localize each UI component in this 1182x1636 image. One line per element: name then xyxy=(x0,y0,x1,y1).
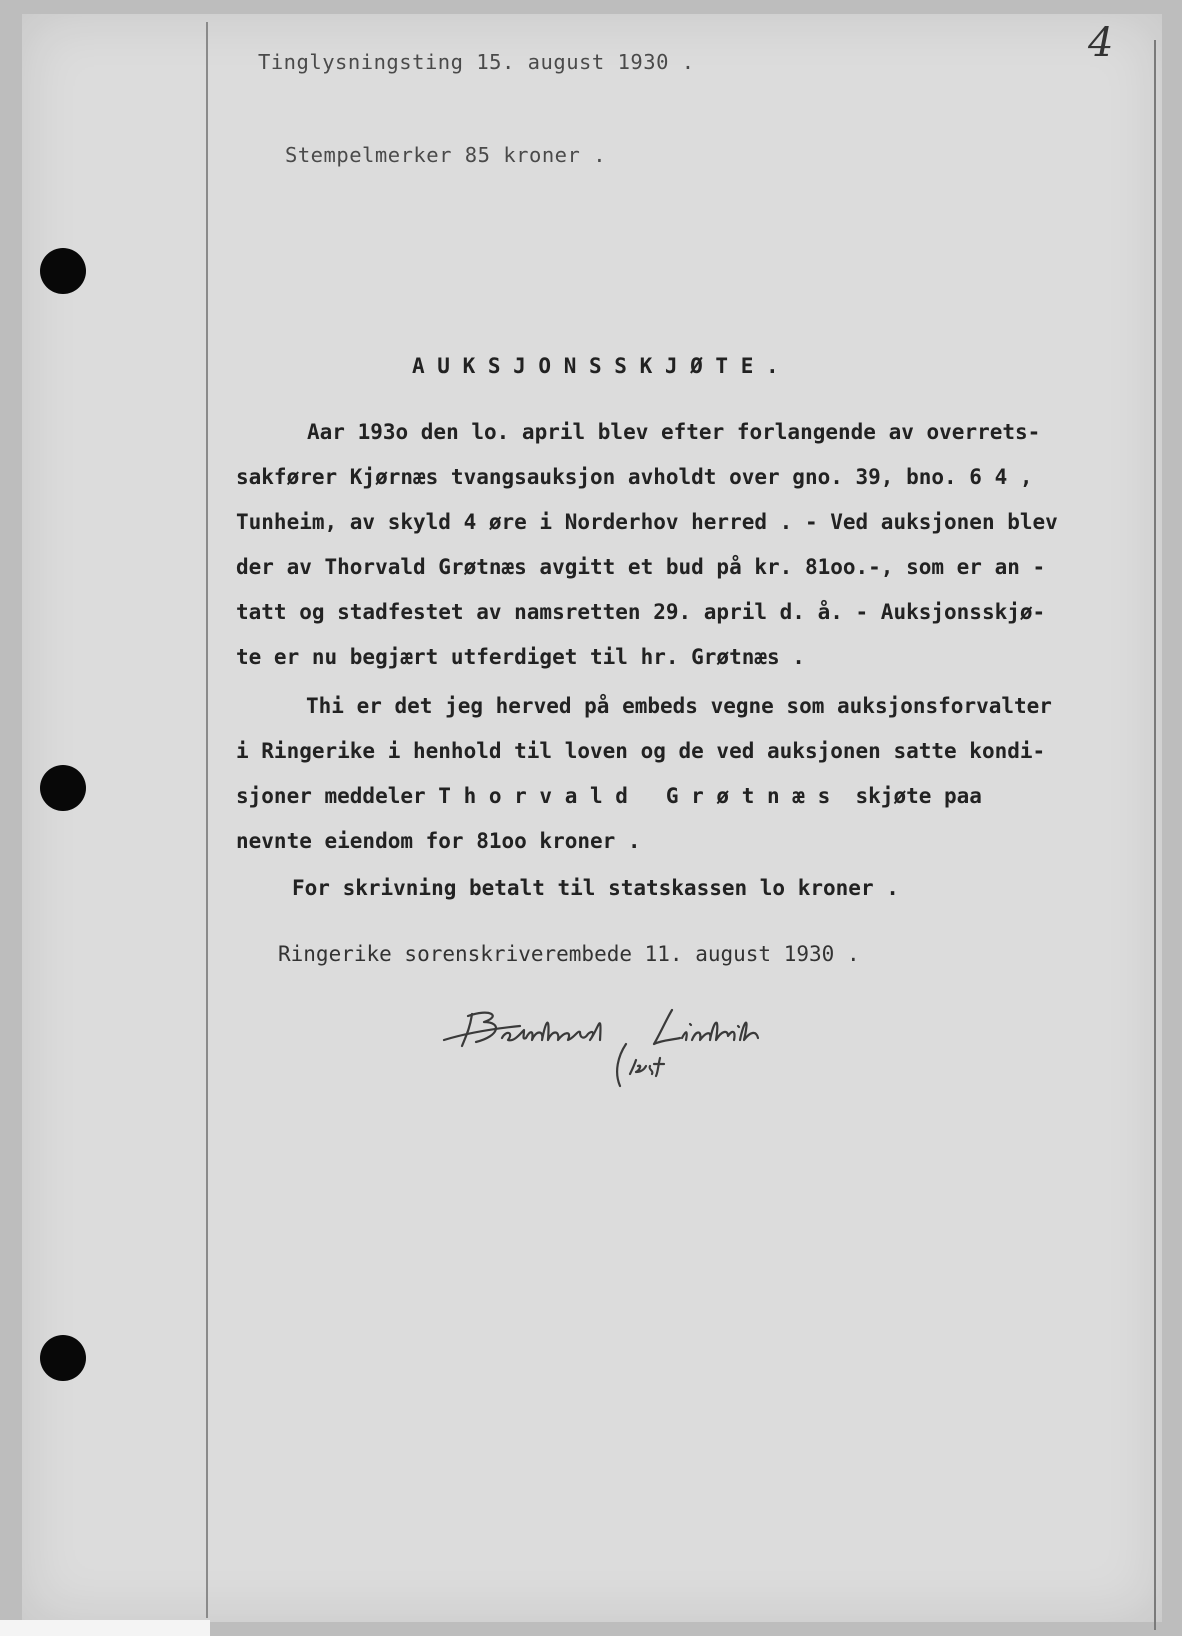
scan-border xyxy=(0,1620,210,1636)
body-line: sakfører Kjørnæs tvangsauksjon avholdt over gno. 39, bno. 6 4 , xyxy=(236,465,1033,489)
handwritten-signature xyxy=(440,1000,840,1090)
document-page xyxy=(22,14,1162,1622)
body-line: te er nu begjært utferdiget til hr. Grøtnæs . xyxy=(236,645,805,669)
page-number: 4 xyxy=(1088,20,1114,66)
registration-line: Tinglysningsting 15. august 1930 . xyxy=(258,50,695,74)
body-line: For skrivning betalt til statskassen lo kroner . xyxy=(292,876,899,900)
binder-hole-bottom xyxy=(40,1335,86,1381)
binder-hole-middle xyxy=(40,765,86,811)
body-line: sjoner meddeler T h o r v a l d G r ø t n æ s skjøte paa xyxy=(236,784,982,808)
margin-line xyxy=(206,22,208,1618)
body-line: Thi er det jeg herved på embeds vegne som auksjonsforvalter xyxy=(306,694,1052,718)
body-line: der av Thorvald Grøtnæs avgitt et bud på kr. 81oo.-, som er an - xyxy=(236,555,1046,579)
document-title: A U K S J O N S S K J Ø T E . xyxy=(412,354,779,378)
binder-hole-top xyxy=(40,248,86,294)
page-edge xyxy=(1154,40,1156,1630)
stamp-line: Stempelmerker 85 kroner . xyxy=(285,143,607,167)
body-line: Aar 193o den lo. april blev efter forlangende av overrets- xyxy=(307,420,1041,444)
body-line: Tunheim, av skyld 4 øre i Norderhov herred . - Ved auksjonen blev xyxy=(236,510,1058,534)
body-line: nevnte eiendom for 81oo kroner . xyxy=(236,829,641,853)
place-date-line: Ringerike sorenskriverembede 11. august 1930 . xyxy=(278,942,860,966)
body-line: i Ringerike i henhold til loven og de ved auksjonen satte kondi- xyxy=(236,739,1046,763)
body-line: tatt og stadfestet av namsretten 29. april d. å. - Auksjonsskjø- xyxy=(236,600,1046,624)
